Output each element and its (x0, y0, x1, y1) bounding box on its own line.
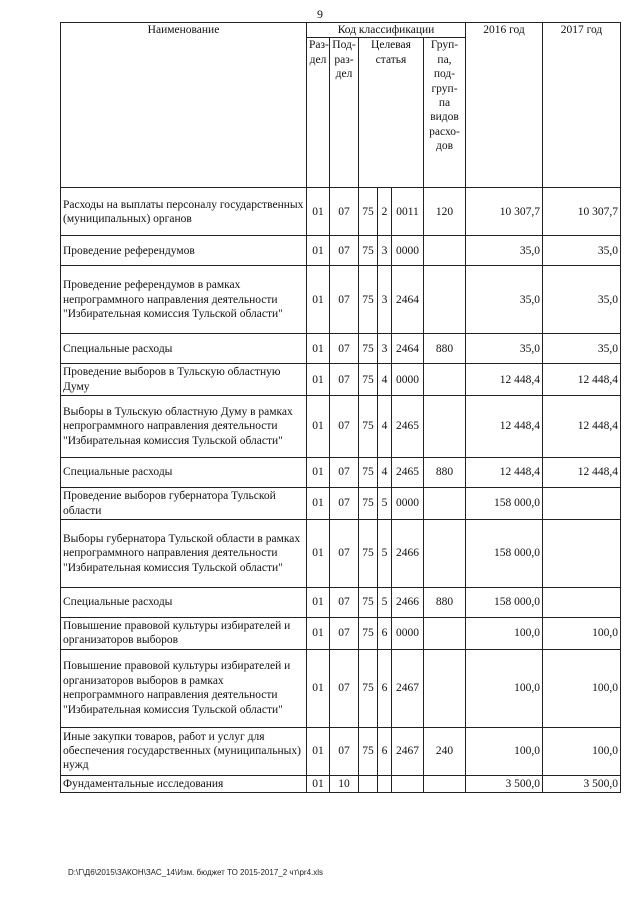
cell-y2016: 100,0 (466, 649, 543, 727)
header-code-group: Код классификации (307, 23, 466, 38)
cell-t2: 3 (378, 334, 392, 364)
cell-y2016: 12 448,4 (466, 364, 543, 396)
cell-t2: 4 (378, 364, 392, 396)
table-row (61, 396, 621, 458)
table-row (61, 334, 621, 364)
cell-pr: 07 (330, 488, 359, 520)
cell-vr (424, 364, 466, 396)
cell-pr: 07 (330, 617, 359, 649)
cell-pr: 07 (330, 727, 359, 775)
cell-pr: 07 (330, 236, 359, 266)
cell-t3: 2464 (392, 334, 424, 364)
cell-vr: 880 (424, 587, 466, 617)
cell-y2016: 35,0 (466, 236, 543, 266)
cell-vr: 880 (424, 458, 466, 488)
budget-table (60, 22, 621, 793)
cell-t1: 75 (359, 266, 378, 334)
cell-vr (424, 488, 466, 520)
cell-pr: 07 (330, 364, 359, 396)
cell-t3: 2467 (392, 649, 424, 727)
cell-y2017: 100,0 (543, 649, 621, 727)
cell-t1: 75 (359, 188, 378, 236)
cell-y2017: 12 448,4 (543, 396, 621, 458)
cell-vr (424, 775, 466, 792)
cell-pr: 07 (330, 458, 359, 488)
cell-rz: 01 (307, 236, 330, 266)
cell-rz: 01 (307, 364, 330, 396)
cell-t2: 5 (378, 488, 392, 520)
file-path-footer: D:\Г\Д6\2015\ЗАКОН\ЗАС_14\Изм. бюджет ТО 2015-2017_2 чт\pr4.xls (68, 868, 324, 877)
cell-t2: 3 (378, 236, 392, 266)
cell-t3: 2466 (392, 519, 424, 587)
cell-y2017: 100,0 (543, 727, 621, 775)
cell-y2016: 12 448,4 (466, 396, 543, 458)
table-row (61, 188, 621, 236)
cell-t2: 2 (378, 188, 392, 236)
cell-y2016: 158 000,0 (466, 519, 543, 587)
table-row (61, 649, 621, 727)
cell-pr: 07 (330, 587, 359, 617)
cell-vr (424, 519, 466, 587)
cell-pr: 07 (330, 519, 359, 587)
cell-pr: 07 (330, 649, 359, 727)
cell-name: Выборы в Тульскую областную Думу в рамках непрограммного направления деятельности "Избирательная комиссия Тульской области" (61, 396, 307, 458)
cell-vr (424, 396, 466, 458)
cell-t1: 75 (359, 364, 378, 396)
cell-y2017: 10 307,7 (543, 188, 621, 236)
header-section: Раз- дел (307, 38, 330, 188)
cell-y2017: 35,0 (543, 334, 621, 364)
cell-y2017: 12 448,4 (543, 364, 621, 396)
header-subsection: Под- раз- дел (330, 38, 359, 188)
cell-t1 (359, 775, 378, 792)
cell-t1: 75 (359, 334, 378, 364)
cell-rz: 01 (307, 188, 330, 236)
cell-t1: 75 (359, 587, 378, 617)
table-row (61, 364, 621, 396)
cell-rz: 01 (307, 727, 330, 775)
cell-t3: 2466 (392, 587, 424, 617)
cell-t3: 2464 (392, 266, 424, 334)
cell-rz: 01 (307, 266, 330, 334)
cell-rz: 01 (307, 649, 330, 727)
cell-vr: 240 (424, 727, 466, 775)
cell-y2017 (543, 519, 621, 587)
cell-t1: 75 (359, 519, 378, 587)
cell-y2016: 3 500,0 (466, 775, 543, 792)
cell-vr (424, 617, 466, 649)
cell-name: Повышение правовой культуры избирателей и организаторов выборов в рамках непрограммного направления деятельности "Избирательная комиссия Тульской области" (61, 649, 307, 727)
cell-name: Иные закупки товаров, работ и услуг для обеспечения государственных (муниципальных) нужд (61, 727, 307, 775)
cell-y2016: 10 307,7 (466, 188, 543, 236)
header-target-article: Целевая статья (359, 38, 424, 188)
table-row (61, 617, 621, 649)
cell-y2016: 100,0 (466, 617, 543, 649)
cell-t2: 6 (378, 617, 392, 649)
cell-t2: 6 (378, 727, 392, 775)
cell-rz: 01 (307, 617, 330, 649)
cell-name: Проведение выборов губернатора Тульской области (61, 488, 307, 520)
cell-rz: 01 (307, 587, 330, 617)
cell-rz: 01 (307, 334, 330, 364)
table-row (61, 587, 621, 617)
cell-t3: 2467 (392, 727, 424, 775)
cell-y2017: 100,0 (543, 617, 621, 649)
cell-name: Специальные расходы (61, 458, 307, 488)
header-expense-group: Груп- па, под- груп- па видов расхо- дов (424, 38, 466, 188)
table-row (61, 775, 621, 792)
cell-name: Специальные расходы (61, 587, 307, 617)
cell-t2: 5 (378, 519, 392, 587)
cell-pr: 07 (330, 396, 359, 458)
cell-t2: 3 (378, 266, 392, 334)
cell-t3: 0000 (392, 236, 424, 266)
cell-y2016: 35,0 (466, 334, 543, 364)
cell-t1: 75 (359, 236, 378, 266)
cell-t3: 2465 (392, 458, 424, 488)
cell-name: Расходы на выплаты персоналу государственных (муниципальных) органов (61, 188, 307, 236)
cell-vr (424, 649, 466, 727)
cell-vr: 880 (424, 334, 466, 364)
table-row (61, 727, 621, 775)
cell-t3 (392, 775, 424, 792)
table-row (61, 519, 621, 587)
cell-y2017: 35,0 (543, 236, 621, 266)
cell-name: Выборы губернатора Тульской области в рамках непрограммного направления деятельности "Избирательная комиссия Тульской области" (61, 519, 307, 587)
table-row (61, 266, 621, 334)
cell-t1: 75 (359, 488, 378, 520)
cell-rz: 01 (307, 488, 330, 520)
cell-t3: 0000 (392, 617, 424, 649)
cell-rz: 01 (307, 519, 330, 587)
cell-t1: 75 (359, 396, 378, 458)
cell-y2016: 100,0 (466, 727, 543, 775)
cell-y2016: 12 448,4 (466, 458, 543, 488)
cell-y2016: 35,0 (466, 266, 543, 334)
cell-y2017: 35,0 (543, 266, 621, 334)
cell-vr: 120 (424, 188, 466, 236)
cell-y2017 (543, 587, 621, 617)
cell-rz: 01 (307, 396, 330, 458)
cell-t2: 4 (378, 458, 392, 488)
cell-y2017: 12 448,4 (543, 458, 621, 488)
page-number: 9 (317, 7, 323, 21)
cell-name: Проведение референдумов в рамках непрограммного направления деятельности "Избирательная комиссия Тульской области" (61, 266, 307, 334)
table-row (61, 236, 621, 266)
cell-name: Проведение выборов в Тульскую областную Думу (61, 364, 307, 396)
table-row (61, 458, 621, 488)
cell-rz: 01 (307, 458, 330, 488)
header-year-2016: 2016 год (466, 23, 543, 188)
cell-t1: 75 (359, 458, 378, 488)
header-name: Наименование (61, 23, 307, 188)
cell-t1: 75 (359, 727, 378, 775)
cell-pr: 07 (330, 334, 359, 364)
cell-t2: 4 (378, 396, 392, 458)
cell-vr (424, 266, 466, 334)
cell-name: Специальные расходы (61, 334, 307, 364)
cell-t3: 2465 (392, 396, 424, 458)
cell-y2017 (543, 488, 621, 520)
cell-t3: 0000 (392, 488, 424, 520)
cell-name: Проведение референдумов (61, 236, 307, 266)
cell-pr: 10 (330, 775, 359, 792)
table-row (61, 488, 621, 520)
cell-t1: 75 (359, 617, 378, 649)
cell-t3: 0000 (392, 364, 424, 396)
cell-pr: 07 (330, 266, 359, 334)
cell-t2: 6 (378, 649, 392, 727)
cell-y2016: 158 000,0 (466, 488, 543, 520)
cell-name: Повышение правовой культуры избирателей и организаторов выборов (61, 617, 307, 649)
cell-vr (424, 236, 466, 266)
cell-y2017: 3 500,0 (543, 775, 621, 792)
header-year-2017: 2017 год (543, 23, 621, 188)
cell-y2016: 158 000,0 (466, 587, 543, 617)
cell-pr: 07 (330, 188, 359, 236)
cell-t1: 75 (359, 649, 378, 727)
cell-t2 (378, 775, 392, 792)
cell-t2: 5 (378, 587, 392, 617)
cell-name: Фундаментальные исследования (61, 775, 307, 792)
cell-t3: 0011 (392, 188, 424, 236)
cell-rz: 01 (307, 775, 330, 792)
